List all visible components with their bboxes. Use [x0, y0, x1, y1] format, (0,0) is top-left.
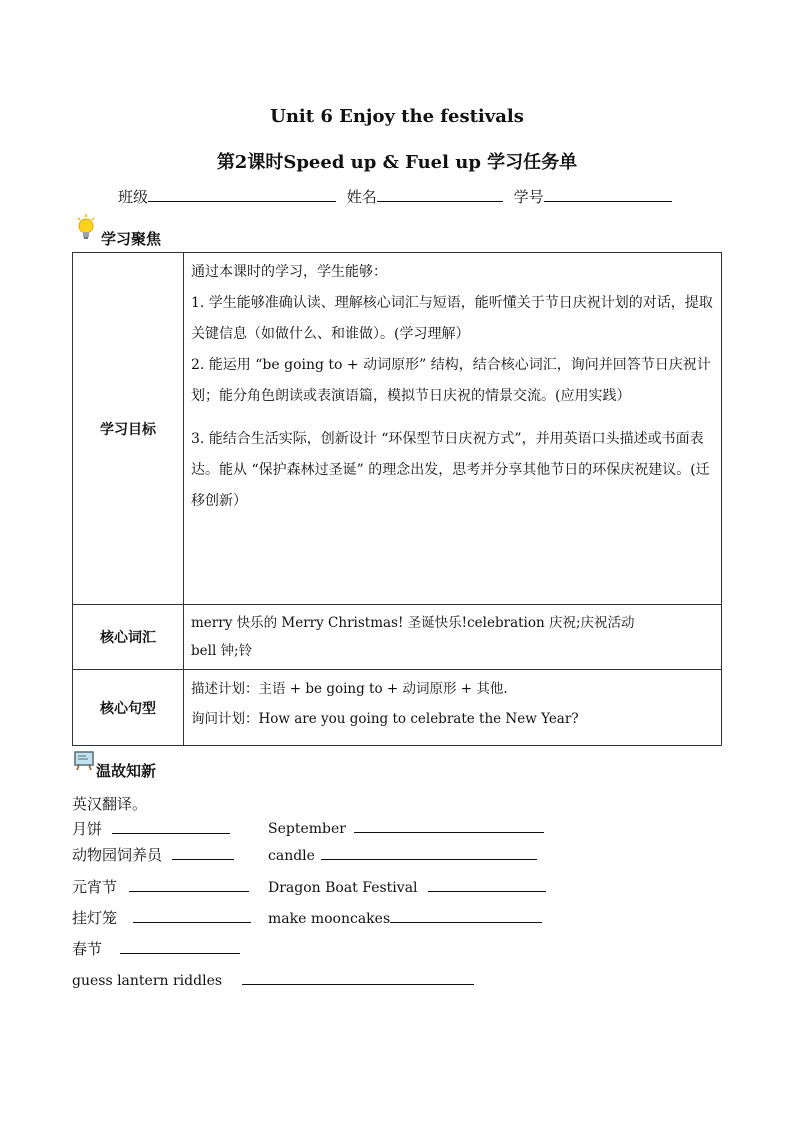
name-label: 姓名: [346, 188, 377, 206]
item-label: make mooncakes: [268, 911, 391, 927]
answer-blank[interactable]: [242, 970, 474, 985]
item-label: guess lantern riddles: [72, 973, 223, 989]
pattern-line-2: 询问计划：How are you going to celebrate the New Year?: [191, 711, 579, 727]
list-item: [268, 877, 546, 896]
goals-cell: [184, 253, 722, 605]
table-row: [73, 253, 722, 605]
vocab-header: 核心词汇: [73, 605, 184, 670]
answer-blank[interactable]: [112, 819, 230, 834]
goal-2: 2. 能运用 “be going to + 动词原形” 结构，结合核心词汇，询问并回答节日庆祝计划；能分角色朗读或表演语篇，模拟节日庆祝的情景交流。(应用实践）: [191, 357, 711, 404]
name-blank[interactable]: [377, 186, 503, 202]
list-item: [268, 908, 542, 927]
answer-blank[interactable]: [133, 908, 251, 923]
list-item: [72, 907, 251, 928]
answer-blank[interactable]: [120, 939, 240, 954]
number-label: 学号: [513, 188, 544, 206]
lesson-title: 第2课时Speed up & Fuel up 学习任务单: [216, 152, 578, 173]
blackboard-icon: [74, 751, 94, 771]
vocab-cell: [184, 605, 722, 670]
answer-blank[interactable]: [172, 845, 234, 860]
answer-blank[interactable]: [129, 877, 249, 892]
item-label: 挂灯笼: [72, 909, 118, 927]
item-label: 元宵节: [72, 878, 118, 896]
class-label: 班级: [118, 188, 149, 206]
item-label: Dragon Boat Festival: [268, 880, 418, 896]
review-section-title: 温故知新: [96, 762, 157, 780]
lightbulb-icon: [76, 214, 96, 242]
patterns-header: 核心句型: [73, 670, 184, 746]
vocab-line-2: bell 钟;铃: [191, 643, 253, 659]
item-label: candle: [268, 848, 315, 864]
goals-header: 学习目标: [73, 253, 184, 605]
table-row: [73, 605, 722, 670]
list-item: [72, 938, 240, 959]
focus-table: [72, 252, 722, 746]
list-item: [72, 844, 234, 865]
goals-intro: 通过本课时的学习，学生能够：: [191, 264, 387, 280]
focus-section-title: 学习聚焦: [101, 230, 162, 248]
vocab-line-1: merry 快乐的 Merry Christmas! 圣诞快乐!celebration 庆祝;庆祝活动: [191, 615, 635, 631]
goal-3: 3. 能结合生活实际，创新设计 “环保型节日庆祝方式”，并用英语口头描述或书面表达。能从 “保护森林过圣诞” 的理念出发，思考并分享其他节日的环保庆祝建议。(迁移创新）: [191, 431, 710, 509]
list-item: [72, 970, 474, 989]
number-blank[interactable]: [544, 186, 672, 202]
list-item: [72, 818, 230, 839]
answer-blank[interactable]: [390, 908, 542, 923]
item-label: 春节: [72, 940, 103, 958]
table-row: [73, 670, 722, 746]
goal-1: 1. 学生能够准确认读、理解核心词汇与短语，能听懂关于节日庆祝计划的对话，提取关键信息（如做什么、和谁做）。(学习理解）: [191, 295, 713, 342]
pattern-line-1: 描述计划：主语 + be going to + 动词原形 + 其他.: [191, 681, 508, 697]
student-info-line: [118, 186, 672, 207]
item-label: 动物园饲养员: [72, 846, 163, 864]
review-instruction: 英汉翻译。: [72, 795, 148, 813]
item-label: 月饼: [72, 820, 103, 838]
answer-blank[interactable]: [354, 818, 544, 833]
patterns-cell: [184, 670, 722, 746]
list-item: [72, 876, 249, 897]
answer-blank[interactable]: [321, 845, 537, 860]
item-label: September: [268, 821, 346, 837]
class-blank[interactable]: [148, 186, 336, 202]
unit-title: Unit 6 Enjoy the festivals: [270, 106, 524, 127]
list-item: [268, 818, 544, 837]
list-item: [268, 845, 537, 864]
answer-blank[interactable]: [428, 877, 546, 892]
